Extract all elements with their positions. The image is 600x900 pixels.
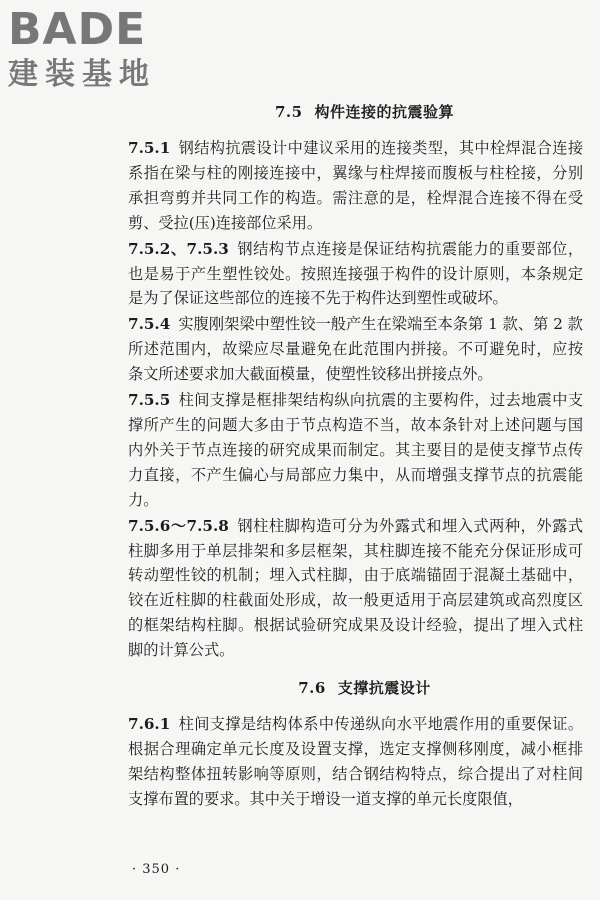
clause-7-5-2-3 — [128, 237, 583, 312]
clause-text: 钢结构节点连接是保证结构抗震能力的重要部位，也是易于产生塑性铰处。按照连接强于构件的设计原则，本条规定是为了保证这些部位的连接不先于构件达到塑性或破坏。 — [128, 239, 583, 308]
clause-text: 实腹刚架梁中塑性铰一般产生在梁端至本条第 1 款、第 2 款所述范围内，故梁应尽量避免在此范围内拼接。不可避免时，应按条文所述要求加大截面模量，使塑性铰移出拼接点外。 — [128, 315, 583, 384]
clause-7-5-6-8 — [128, 514, 583, 663]
section-number: 7.6 — [298, 679, 326, 698]
section-number: 7.5 — [274, 103, 303, 121]
clause-text: 柱间支撑是结构体系中传递纵向水平地震作用的重要保证。根据合理确定单元长度及设置支撑，选定支撑侧移刚度，减小框排架结构整体扭转影响等原则，结合钢结构特点，综合提出了对柱间支撑布置的要求。其中关于增设一道支撑的单元长度限值， — [128, 715, 583, 808]
clause-number: 7.5.4 — [128, 315, 171, 334]
clause-number: 7.5.1 — [128, 139, 171, 157]
logo-wordmark: BADE — [8, 4, 147, 55]
clause-number: 7.5.6～7.5.8 — [128, 516, 229, 535]
clause-text: 柱间支撑是框排架结构纵向抗震的主要构件，过去地震中支撑所产生的问题大多由于节点构造不当，故本条针对上述问题与国内外关于节点连接的研究成果而制定。其主要目的是使支撑节点传力直接，不产生偏心与局部应力集中，从而增强支撑节点的抗震能力。 — [128, 391, 583, 509]
page-body — [128, 101, 583, 813]
clause-number: 7.5.5 — [128, 391, 171, 410]
logo-subtitle: 建装基地 — [8, 57, 156, 92]
clause-7-5-4 — [128, 312, 583, 387]
clause-number: 7.5.2、7.5.3 — [128, 239, 229, 258]
clause-text: 钢结构抗震设计中建议采用的连接类型，其中栓焊混合连接系指在梁与柱的刚接连接中，翼缘与柱焊接而腹板与柱栓接，分别承担弯剪并共同工作的构造。需注意的是，栓焊混合连接不得在受剪、受拉(压)连接部位采用。 — [128, 139, 583, 232]
section-title: 构件连接的抗震验算 — [314, 103, 455, 121]
clause-number: 7.6.1 — [128, 715, 171, 734]
section-heading-7-6 — [146, 677, 583, 698]
clause-7-5-1 — [128, 136, 583, 236]
clause-7-6-1 — [128, 712, 583, 812]
logo — [8, 4, 178, 94]
page-number: · 350 · — [132, 862, 181, 877]
clause-7-5-5 — [128, 388, 583, 513]
section-heading-7-5 — [146, 101, 583, 122]
section-title: 支撑抗震设计 — [337, 679, 431, 698]
clause-text: 钢柱柱脚构造可分为外露式和埋入式两种，外露式柱脚多用于单层排架和多层框架，其柱脚连接不能充分保证形成可转动塑性铰的机制；埋入式柱脚，由于底端锚固于混凝土基础中，铰在近柱脚的柱截面处形成，故一般更适用于高层建筑或高烈度区的框架结构柱脚。根据试验研究成果及设计经验，提出了埋入式柱脚的计算公式。 — [128, 516, 583, 660]
